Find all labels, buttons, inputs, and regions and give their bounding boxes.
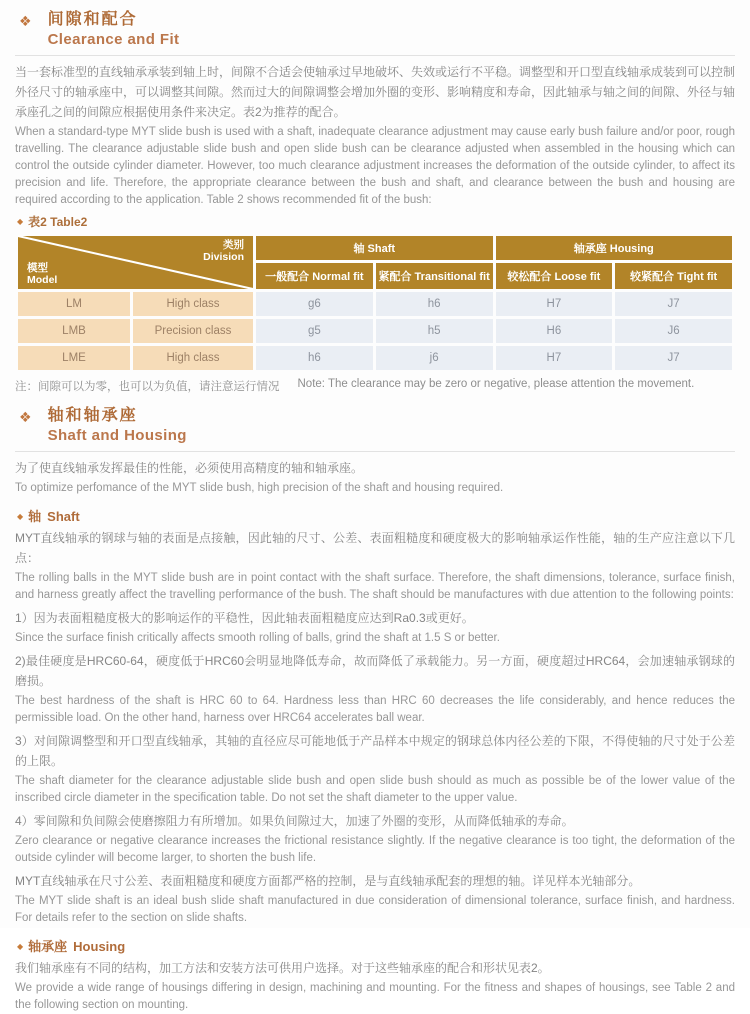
cell-value: g6 <box>256 292 373 316</box>
shaft-paragraph-zh: 3）对间隙调整型和开口型直线轴承，其轴的直径应尽可能地低于产品样本中规定的钢球总体内径公差的下限，不得使轴的尺寸处于公差的上限。 <box>15 734 735 768</box>
table-row <box>18 346 732 370</box>
heading-divider <box>15 451 735 452</box>
cell-value: J7 <box>615 292 732 316</box>
cell-division: Precision class <box>133 319 253 343</box>
four-diamond-icon: ❖ <box>19 409 32 425</box>
subheading-shaft: ◆ 轴 Shaft <box>17 509 80 524</box>
shaft-paragraph-en: The MYT slide shaft is an ideal bush slide shaft manufactured in due consideration of dimensional tolerance, surface finish, and hardness. For details refer to the section on slide shafts. <box>15 895 735 924</box>
diamond-bullet-icon: ◆ <box>17 512 24 521</box>
cell-division: High class <box>133 346 253 370</box>
column-header-transitional-fit: 紧配合 Transitional fit <box>376 263 493 289</box>
shaft-paragraph-en: Zero clearance or negative clearance increases the frictional resistance slightly. If the negative clearance is too tight, the deformation of the outside cylinder will become larger, to shorten the bush life. <box>15 835 735 864</box>
cell-value: g5 <box>256 319 373 343</box>
column-header-tight-fit: 较紧配合 Tight fit <box>615 263 732 289</box>
section-title-en: Shaft and Housing <box>47 427 187 444</box>
diamond-bullet-icon: ◆ <box>17 942 24 951</box>
table-note-zh: 注：间隙可以为零，也可以为负值，请注意运行情况 <box>15 381 280 393</box>
table-note-en: Note: The clearance may be zero or negative, please attention the movement. <box>297 378 695 390</box>
cell-value: h6 <box>376 292 493 316</box>
cell-model: LMB <box>18 319 130 343</box>
corner-model-label: 模型 Model <box>27 262 58 286</box>
table2-label: ◆ 表2 Table2 <box>17 215 88 229</box>
corner-division-label: 类别 Division <box>203 239 244 263</box>
cell-value: H6 <box>496 319 613 343</box>
cell-model: LM <box>18 292 130 316</box>
section-shaft-housing-heading <box>15 406 735 446</box>
table-group-shaft: 轴 Shaft <box>256 236 493 260</box>
section-clearance-heading <box>15 10 735 50</box>
cell-value: h6 <box>256 346 373 370</box>
shaft-paragraph-en: Since the surface finish critically affects smooth rolling of balls, grind the shaft at 1.5 S or better. <box>15 632 500 644</box>
housing-paragraph-zh: 我们轴承座有不同的结构，加工方法和安装方法可供用户选择。对于这些轴承座的配合和形状见表2。 <box>15 961 550 975</box>
four-diamond-icon: ❖ <box>19 13 32 29</box>
table-corner-cell <box>18 236 253 289</box>
section-shaft-housing-titles <box>48 406 187 446</box>
clearance-paragraph-zh: 当一套标准型的直线轴承承装到轴上时，间隙不合适会使轴承过早地破坏、失效或运行不平稳。调整型和开口型直线轴承成装到可以控制外径尺寸的轴承座中，可以调整其间隙。然而过大的间隙调整会增加外圈的变形、影响精度和寿命，因此轴承与轴之间的间隙、外径与轴承座孔之间的间隙应根据使用条件来决定。表2为推荐的配合。 <box>15 65 736 119</box>
shaft-paragraph-en: The shaft diameter for the clearance adjustable slide bush and open slide bush should as much as possible be of the lower value of the inscribed circle diameter in the specification table. Do not set the shaft diameter to the upper value. <box>15 775 735 804</box>
column-header-loose-fit: 较松配合 Loose fit <box>496 263 613 289</box>
table-note <box>15 378 735 394</box>
cell-division: High class <box>133 292 253 316</box>
cell-model: LME <box>18 346 130 370</box>
fit-table <box>15 233 735 373</box>
table-group-housing: 轴承座 Housing <box>496 236 733 260</box>
cell-value: J6 <box>615 319 732 343</box>
cell-value: H7 <box>496 292 613 316</box>
shaft-paragraph-zh: MYT直线轴承的钢球与轴的表面是点接触，因此轴的尺寸、公差、表面粗糙度和硬度极大的影响轴承运作性能，轴的生产应注意以下几点： <box>15 531 735 565</box>
shaft-housing-intro-zh: 为了使直线轴承发挥最佳的性能，必须使用高精度的轴和轴承座。 <box>15 461 364 475</box>
section-clearance-titles <box>48 10 180 50</box>
cell-value: h5 <box>376 319 493 343</box>
subheading-housing: ◆ 轴承座 Housing <box>17 939 126 954</box>
diamond-bullet-icon: ◆ <box>17 217 24 226</box>
shaft-paragraph-en: The rolling balls in the MYT slide bush are in point contact with the shaft surface. Therefore, the shaft dimensions, tolerance, surface finish, and harness greatly affect the travelling performance of the bush. The shaft should be manufactures with due attention to the following points: <box>15 572 735 601</box>
heading-divider <box>15 55 735 56</box>
section-title-en: Clearance and Fit <box>47 31 180 48</box>
shaft-paragraph-zh: MYT直线轴承在尺寸公差、表面粗糙度和硬度方面都严格的控制，是与直线轴承配套的理想的轴。详见样本光轴部分。 <box>15 874 641 888</box>
column-header-normal-fit: 一般配合 Normal fit <box>256 263 373 289</box>
section-title-zh: 间隙和配合 <box>47 11 138 28</box>
table-row <box>18 292 732 316</box>
section-title-zh: 轴和轴承座 <box>47 407 138 424</box>
table-row <box>18 319 732 343</box>
housing-paragraph-en: We provide a wide range of housings differing in design, machining and mounting. For the fitness and shapes of housings, see Table 2 and the following section on mounting. <box>15 982 735 1011</box>
shaft-paragraph-zh: 1）因为表面粗糙度极大的影响运作的平稳性，因此轴表面粗糙度应达到Ra0.3或更好。 <box>15 611 474 625</box>
cell-value: J7 <box>615 346 732 370</box>
shaft-paragraph-zh: 2)最佳硬度是HRC60-64，硬度低于HRC60会明显地降低寿命，故而降低了承载能力。另一方面，硬度超过HRC64，会加速轴承钢球的磨损。 <box>15 654 735 688</box>
cell-value: j6 <box>376 346 493 370</box>
cell-value: H7 <box>496 346 613 370</box>
shaft-housing-intro-en: To optimize perfomance of the MYT slide bush, high precision of the shaft and housing required. <box>15 482 504 494</box>
shaft-paragraph-zh: 4）零间隙和负间隙会使磨擦阻力有所增加。如果负间隙过大，加速了外圈的变形，从而降低轴承的寿命。 <box>15 814 574 828</box>
shaft-paragraph-en: The best hardness of the shaft is HRC 60 to 64. Hardness less than HRC 60 decreases the life considerably, and hence reduces the permissible load. On the other hand, harness over HRC64 accelerates ball wear. <box>15 695 735 724</box>
clearance-paragraph-en: When a standard-type MYT slide bush is used with a shaft, inadequate clearance adjustment may cause early bush failure and/or poor, rough travelling. The clearance adjustable slide bush and open slide bush can be clearance adjusted when assembled in the housing which can control the outside cylinder diameter. However, too much clearance adjustment increases the deformation of the outside cylinder, to affect its precision and life. Therefore, the appropriate clearance between the bush and shaft, and clearance between the bush and housing are required according to the application. Table 2 shows recommended fit of the bush: <box>15 126 735 206</box>
